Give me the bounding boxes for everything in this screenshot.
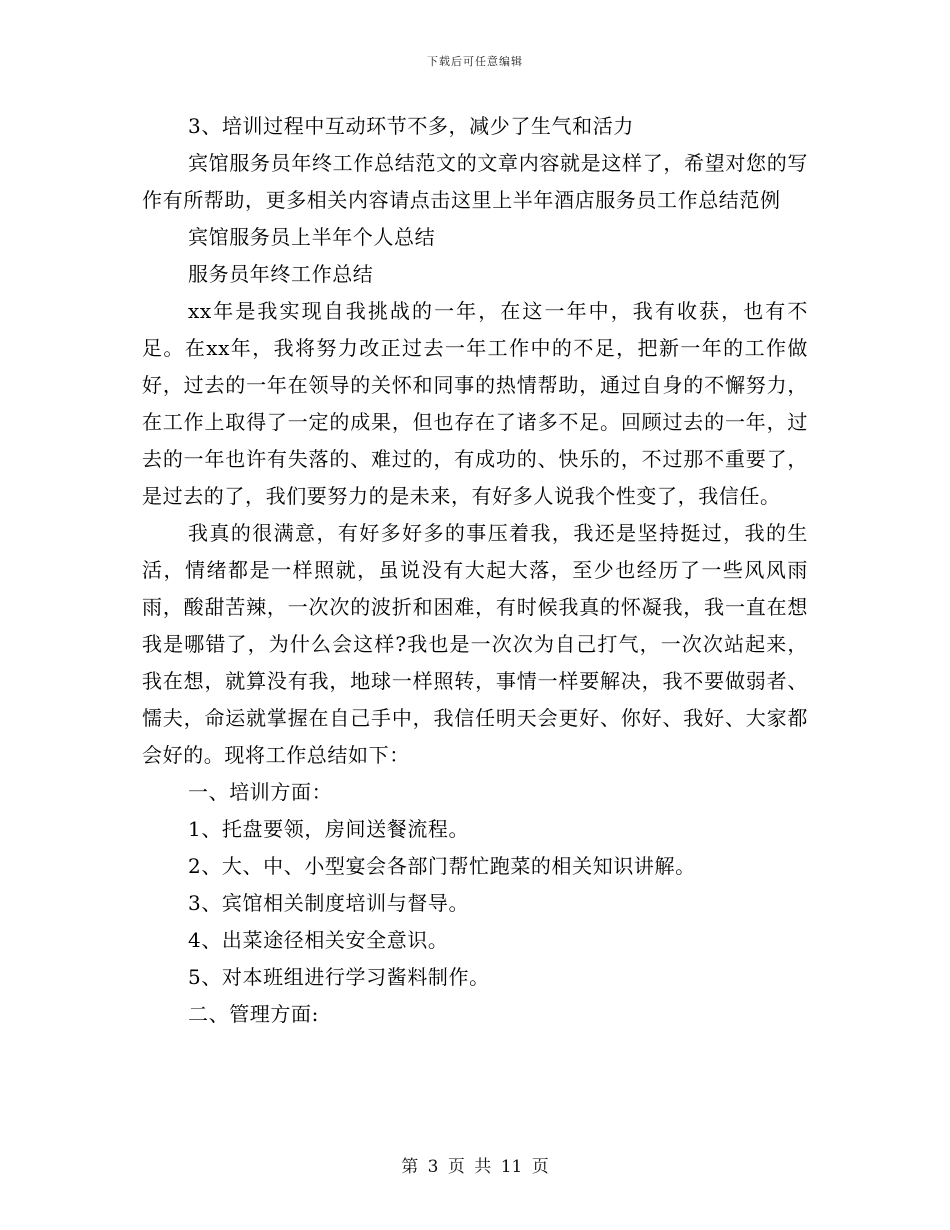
paragraph: 服务员年终工作总结	[188, 262, 374, 286]
document-body	[142, 108, 808, 1033]
section-heading: 二、管理方面:	[188, 1002, 319, 1026]
paragraph: 宾馆服务员年终工作总结范文的文章内容就是这样了，希望对您的写作有所帮助，更多相关内容请点击这里上半年酒店服务员工作总结范例	[142, 151, 808, 212]
section-heading: 一、培训方面：	[188, 780, 333, 804]
list-item: 5、对本班组进行学习酱料制作。	[188, 965, 490, 989]
list-item: 2、大、中、小型宴会各部门帮忙跑菜的相关知识讲解。	[188, 854, 696, 878]
page-number-footer: 第 3 页 共 11 页	[401, 1157, 549, 1177]
list-item: 3、宾馆相关制度培训与督导。	[188, 891, 470, 915]
list-item: 1、托盘要领，房间送餐流程。	[188, 817, 470, 841]
paragraph: 宾馆服务员上半年个人总结	[188, 225, 436, 249]
paragraph: 3、培训过程中互动环节不多，减少了生气和活力	[188, 114, 634, 138]
paragraph: 我真的很满意，有好多好多的事压着我，我还是坚持挺过，我的生活，情绪都是一样照就，虽说没有大起大落，至少也经历了一些风风雨雨，酸甜苦辣，一次次的波折和困难，有时候我真的怀凝我，我一直在想我是哪错了，为什么会这样?我也是一次次为自己打气，一次次站起来，我在想，就算没有我，地球一样照转，事情一样要解决，我不要做弱者、懦夫，命运就掌握在自己手中，我信任明天会更好、你好、我好、大家都会好的。现将工作总结如下：	[142, 521, 808, 767]
paragraph: xx年是我实现自我挑战的一年，在这一年中，我有收获，也有不足。在xx年，我将努力改正过去一年工作中的不足，把新一年的工作做好，过去的一年在领导的关怀和同事的热情帮助，通过自身的不懈努力，在工作上取得了一定的成果，但也存在了诸多不足。回顾过去的一年，过去的一年也许有失落的、难过的，有成功的、快乐的，不过那不重要了，是过去的了，我们要努力的是未来，有好多人说我个性变了，我信任。	[142, 299, 808, 508]
page-header: 下载后可任意编辑	[427, 55, 523, 68]
list-item: 4、出菜途径相关安全意识。	[188, 928, 449, 952]
